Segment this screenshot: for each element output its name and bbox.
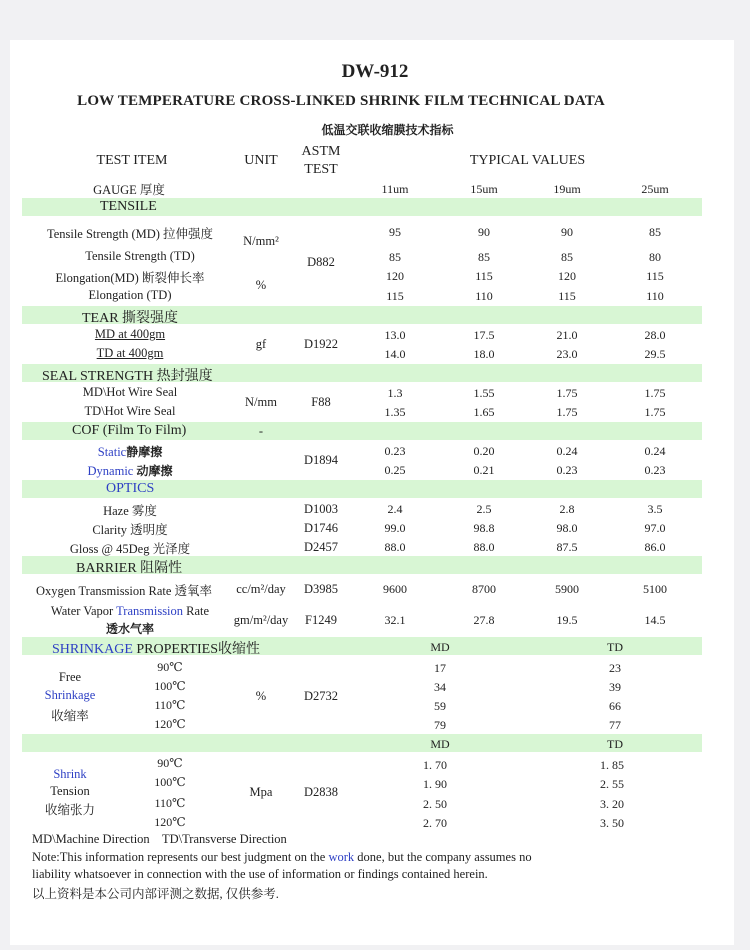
tension-td-header: TD (607, 737, 623, 751)
tensile-0-11: 95 (389, 225, 401, 239)
tensile-2-19: 120 (558, 269, 576, 283)
section-cof: COF (Film To Film) (72, 423, 187, 438)
cof-1-25: 0.23 (644, 463, 666, 477)
free-td-1: 39 (609, 680, 621, 694)
tensile-0-25: 85 (649, 225, 661, 239)
cof-1-19: 0.23 (556, 463, 578, 477)
doc-subtitle: LOW TEMPERATURE CROSS-LINKED SHRINK FILM TECHNICAL DATA (77, 93, 605, 109)
water-15: 27.8 (473, 613, 495, 627)
tensile-astm: D882 (307, 255, 335, 269)
tensile-0-15: 90 (478, 225, 490, 239)
tension-temp-0: 90℃ (157, 756, 183, 770)
tensile-label-0: Tensile Strength (MD) 拉伸强度 (46, 227, 214, 241)
optics-label-haze: Haze 雾度 (103, 504, 157, 518)
header-unit: UNIT (244, 153, 278, 168)
cof-astm: D1894 (303, 453, 339, 467)
optics-1-15: 98.8 (473, 521, 495, 535)
cof-0-25: 0.24 (644, 444, 666, 458)
tensile-2-11: 120 (386, 269, 404, 283)
optics-0-25: 3.5 (647, 502, 663, 516)
tensile-1-25: 80 (649, 250, 661, 264)
tear-astm: D1922 (303, 337, 339, 351)
optics-1-11: 99.0 (384, 521, 406, 535)
optics-astm-haze: D1003 (303, 502, 339, 516)
tensile-2-25: 115 (646, 269, 664, 283)
optics-0-15: 2.5 (476, 502, 492, 516)
optics-2-11: 88.0 (384, 540, 406, 554)
free-temp-1: 100℃ (154, 679, 186, 693)
oxygen-11: 9600 (383, 582, 407, 596)
barrier-unit-water: gm/m²/day (233, 613, 289, 627)
cof-0-15: 0.20 (473, 444, 495, 458)
tear-label-td: TD at 400gm (96, 346, 164, 360)
seal-1-19: 1.75 (556, 405, 578, 419)
tensile-0-19: 90 (561, 225, 573, 239)
tension-temp-1: 100℃ (154, 775, 186, 789)
direction-note: MD\Machine Direction TD\Transverse Direction (32, 832, 287, 846)
tensile-3-25: 110 (646, 289, 664, 303)
tensile-3-11: 115 (386, 289, 404, 303)
free-td-2: 66 (609, 699, 621, 713)
free-td-0: 23 (609, 661, 621, 675)
tension-md-2: 2. 50 (423, 797, 447, 811)
seal-0-25: 1.75 (644, 386, 666, 400)
tension-td-0: 1. 85 (600, 758, 624, 772)
seal-1-11: 1.35 (384, 405, 406, 419)
tension-astm: D2838 (303, 785, 339, 799)
free-label-3: 收缩率 (51, 709, 89, 723)
free-md-3: 79 (434, 718, 446, 732)
seal-1-15: 1.65 (473, 405, 495, 419)
free-astm: D2732 (303, 689, 339, 703)
seal-label-td: TD\Hot Wire Seal (84, 404, 176, 418)
free-td-3: 77 (609, 718, 621, 732)
tear-unit: gf (255, 337, 267, 351)
tensile-label-2: Elongation(MD) 断裂伸长率 (55, 271, 205, 285)
section-tensile: TENSILE (100, 199, 157, 214)
note-line-cn: 以上资料是本公司内部评测之数据, 仅供参考. (32, 887, 279, 901)
free-unit: % (255, 689, 267, 703)
header-astm: ASTM (301, 144, 341, 159)
section-optics: OPTICS (106, 481, 155, 496)
seal-astm: F88 (311, 395, 331, 409)
tear-0-25: 28.0 (644, 328, 666, 342)
oxygen-15: 8700 (472, 582, 496, 596)
tensile-unit: N/mm² (243, 234, 279, 248)
optics-0-11: 2.4 (387, 502, 403, 516)
cof-0-19: 0.24 (556, 444, 578, 458)
seal-label-md: MD\Hot Wire Seal (82, 385, 178, 399)
optics-2-25: 86.0 (644, 540, 666, 554)
optics-1-25: 97.0 (644, 521, 666, 535)
oxygen-19: 5900 (555, 582, 579, 596)
barrier-label-water-cn: 透水气率 (105, 622, 154, 636)
tension-md-header: MD (430, 737, 450, 751)
optics-label-clarity: Clarity 透明度 (92, 523, 168, 537)
barrier-label-water: Water Vapor Transmission Rate (50, 604, 210, 618)
tensile-2-15: 115 (475, 269, 493, 283)
barrier-astm-water: F1249 (305, 613, 337, 627)
tear-0-11: 13.0 (384, 328, 406, 342)
optics-astm-gloss: D2457 (303, 540, 339, 554)
water-25: 14.5 (644, 613, 666, 627)
tensile-3-15: 110 (475, 289, 493, 303)
cof-unit: - (258, 424, 264, 438)
tensile-label-3: Elongation (TD) (88, 288, 172, 302)
cof-1-11: 0.25 (384, 463, 406, 477)
tear-1-11: 14.0 (384, 347, 406, 361)
tension-label-3: 收缩张力 (44, 803, 95, 817)
seal-1-25: 1.75 (644, 405, 666, 419)
tension-md-3: 2. 70 (423, 816, 447, 830)
barrier-label-oxygen: Oxygen Transmission Rate 透氧率 (36, 584, 213, 598)
header-test: TEST (304, 162, 338, 177)
shrinkage-md-header: MD (430, 640, 450, 654)
header-gauge: GAUGE 厚度 (93, 183, 165, 197)
seal-0-19: 1.75 (556, 386, 578, 400)
gauge-19: 19um (553, 182, 581, 196)
tension-temp-2: 110℃ (154, 796, 186, 810)
optics-label-gloss: Gloss @ 45Deg 光泽度 (69, 542, 191, 556)
free-temp-0: 90℃ (157, 660, 183, 674)
doc-subtitle-cn: 低温交联收缩膜技术指标 (321, 123, 454, 137)
seal-0-11: 1.3 (387, 386, 403, 400)
header-test-item: TEST ITEM (96, 153, 168, 168)
section-shrinkage: SHRINKAGE PROPERTIES收缩性 (52, 642, 261, 657)
tensile-3-19: 115 (558, 289, 576, 303)
optics-1-19: 98.0 (556, 521, 578, 535)
water-19: 19.5 (556, 613, 578, 627)
free-md-0: 17 (434, 661, 446, 675)
cof-label-static: Static静摩擦 (97, 445, 163, 459)
gauge-25: 25um (641, 182, 669, 196)
tension-unit: Mpa (249, 785, 273, 799)
oxygen-25: 5100 (643, 582, 667, 596)
optics-0-19: 2.8 (559, 502, 575, 516)
tensile-1-11: 85 (389, 250, 401, 264)
cof-label-dynamic: Dynamic 动摩擦 (87, 464, 173, 478)
tensile-label-1: Tensile Strength (TD) (85, 249, 195, 263)
gauge-15: 15um (470, 182, 498, 196)
tension-md-0: 1. 70 (423, 758, 447, 772)
section-seal: SEAL STRENGTH 热封强度 (42, 369, 213, 384)
gauge-11: 11um (381, 182, 409, 196)
tension-td-1: 2. 55 (600, 777, 624, 791)
tensile-1-15: 85 (478, 250, 490, 264)
tension-label-2: Tension (50, 784, 90, 798)
section-barrier: BARRIER 阻隔性 (76, 561, 183, 576)
free-label-2: Shrinkage (44, 688, 96, 702)
free-md-1: 34 (434, 680, 446, 694)
cof-0-11: 0.23 (384, 444, 406, 458)
tear-0-15: 17.5 (473, 328, 495, 342)
header-typical-values: TYPICAL VALUES (469, 153, 586, 168)
optics-astm-clarity: D1746 (303, 521, 339, 535)
tear-1-25: 29.5 (644, 347, 666, 361)
tension-td-2: 3. 20 (600, 797, 624, 811)
doc-title: DW-912 (341, 61, 409, 82)
tension-label-1: Shrink (53, 767, 87, 781)
note-line-1: Note:This information represents our best judgment on the work done, but the company assumes no (32, 850, 532, 864)
tear-1-19: 23.0 (556, 347, 578, 361)
tension-md-1: 1. 90 (423, 777, 447, 791)
tear-0-19: 21.0 (556, 328, 578, 342)
shrinkage-td-header: TD (607, 640, 623, 654)
section-tear: TEAR 撕裂强度 (82, 311, 179, 326)
barrier-unit-oxygen: cc/m²/day (236, 582, 286, 596)
optics-2-15: 88.0 (473, 540, 495, 554)
tensile-1-19: 85 (561, 250, 573, 264)
tear-label-md: MD at 400gm (94, 327, 166, 341)
free-temp-3: 120℃ (154, 717, 186, 731)
water-11: 32.1 (384, 613, 406, 627)
tear-1-15: 18.0 (473, 347, 495, 361)
elongation-unit: % (255, 278, 267, 292)
cof-1-15: 0.21 (473, 463, 495, 477)
seal-unit: N/mm (245, 395, 277, 409)
optics-2-19: 87.5 (556, 540, 578, 554)
free-md-2: 59 (434, 699, 446, 713)
free-temp-2: 110℃ (154, 698, 186, 712)
free-label-1: Free (58, 670, 82, 684)
note-line-2: liability whatsoever in connection with the use of information or findings contained herein. (32, 867, 488, 881)
tension-temp-3: 120℃ (154, 815, 186, 829)
tension-td-3: 3. 50 (600, 816, 624, 830)
seal-0-15: 1.55 (473, 386, 495, 400)
barrier-astm-oxygen: D3985 (303, 582, 339, 596)
